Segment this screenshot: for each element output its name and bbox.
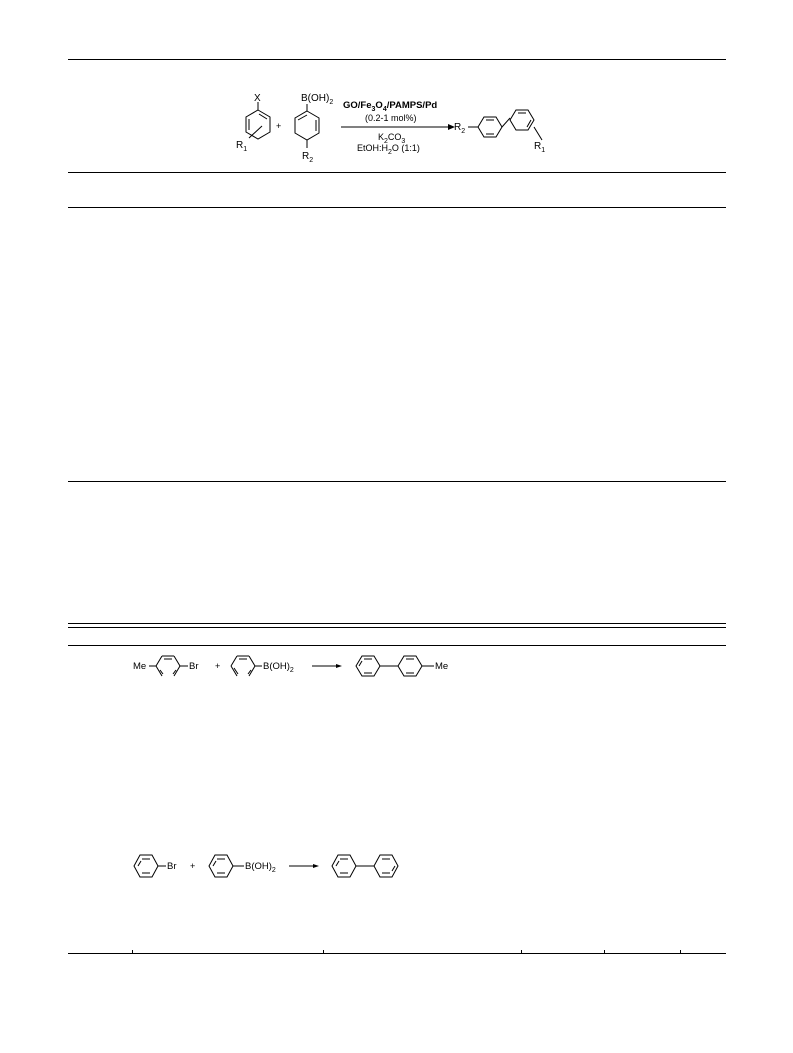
r1-label: $R_1$ — [236, 140, 248, 153]
methyl-label: Me — [133, 661, 147, 672]
boronic-acid-structure — [295, 104, 319, 148]
boronic-acid-label: $B(OH)_2$ — [263, 661, 294, 674]
arrow-head — [313, 864, 319, 868]
reaction-a-scheme — [0, 640, 793, 700]
reaction-b-scheme — [0, 840, 793, 900]
header-rule — [68, 207, 726, 208]
phenylboronic-acid-structure — [231, 656, 262, 676]
halide-x-label: X — [254, 93, 261, 104]
bromobenzene-structure — [134, 855, 166, 877]
r2-label: $R_2$ — [302, 151, 314, 164]
product-r1-label: $R_1$ — [534, 141, 546, 154]
boronic-acid-label: $B(OH)_2$ — [301, 93, 334, 106]
arrow-head — [336, 664, 342, 668]
bromo-label: Br — [167, 861, 177, 872]
column-tick — [132, 950, 133, 954]
bromo-label: Br — [189, 661, 199, 672]
column-tick — [604, 950, 605, 954]
catalyst-label: $GO/Fe_3O_4/PAMPS/Pd$ — [343, 100, 438, 113]
boronic-acid-label: $B(OH)_2$ — [245, 861, 276, 874]
plus-sign: + — [276, 121, 282, 131]
plus-sign: + — [190, 861, 196, 871]
column-tick — [323, 950, 324, 954]
biaryl-product-structure — [468, 110, 542, 140]
plus-sign: + — [215, 661, 221, 671]
table2-header-rule — [68, 627, 726, 628]
methylbiphenyl-structure — [356, 656, 434, 676]
table-bottom-rule — [68, 481, 726, 482]
column-tick — [680, 950, 681, 954]
table2-top-rule — [68, 623, 726, 624]
loading-label: (0.2-1 mol%) — [365, 113, 417, 123]
solvent-label: $EtOH:H_2O$ (1:1) — [357, 143, 420, 156]
general-reaction-scheme — [0, 0, 793, 200]
column-tick — [521, 950, 522, 954]
biphenyl-structure — [332, 855, 398, 877]
table2-bottom-rule — [68, 953, 726, 954]
aryl-halide-structure — [246, 102, 270, 139]
phenylboronic-acid-structure — [209, 855, 244, 877]
base-label: $K_2CO_3$ — [378, 132, 406, 145]
bromotoluene-structure — [149, 656, 188, 676]
product-methyl-label: Me — [435, 661, 449, 672]
product-r2-label: $R_2$ — [454, 122, 466, 135]
